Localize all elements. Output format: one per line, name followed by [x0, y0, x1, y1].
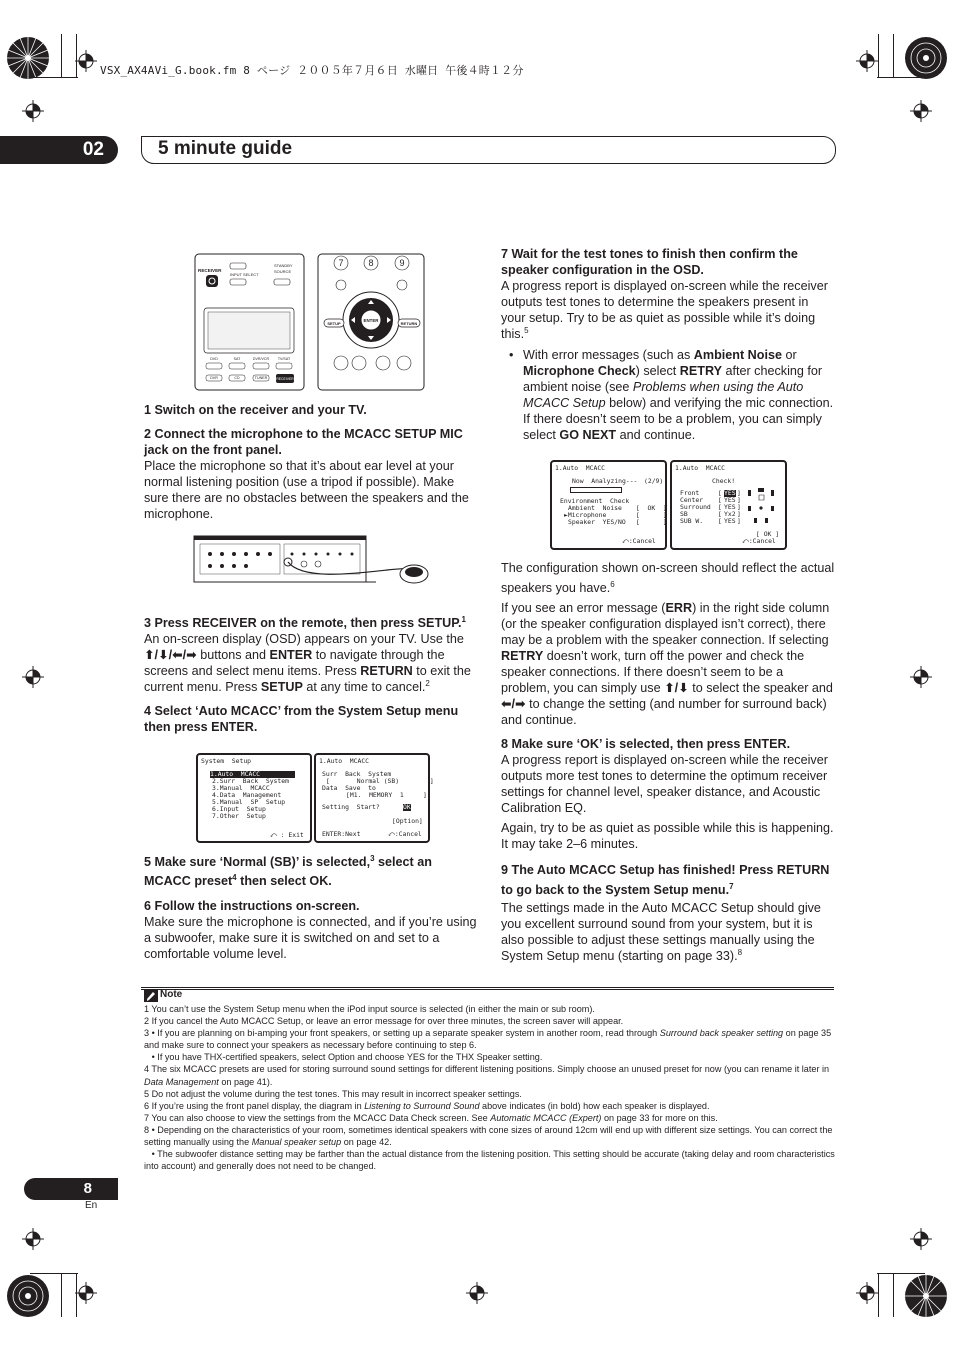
osd-bracket: ]	[737, 510, 741, 518]
text-run: • If you have THX-certified speakers, select	[144, 1052, 328, 1063]
osd-footer-cancel: ⤺:Cancel	[388, 830, 422, 838]
footnote-1: 1 You can’t use the System Setup menu when the iPod input source is selected (in either the main or sub room).	[144, 1004, 595, 1014]
remote-enter-label: ENTER	[363, 318, 379, 323]
footnote-3	[144, 1027, 836, 1051]
term: MCACC Data Check	[353, 1112, 437, 1123]
step-7-heading: 7 Wait for the test tones to finish then confirm the speaker configuration in the OSD.	[501, 247, 798, 277]
text-run: buttons and	[196, 648, 270, 662]
arrow-keys: ⬆/⬇/⬅/➡	[144, 648, 197, 662]
left-column	[144, 402, 478, 522]
crosshair-icon	[22, 666, 44, 688]
osd-title: 1.Auto MCACC	[675, 464, 726, 472]
osd-menu-item-selected: 1.Auto MCACC	[210, 771, 295, 778]
footnote-2: 2 If you cancel the Auto MCACC Setup, or leave an error message for over three minutes, the screen saver will appear.	[144, 1016, 624, 1027]
term: RETRY	[679, 364, 722, 378]
osd-line: [ Normal (SB) ]	[326, 777, 434, 785]
arrow-keys: ⬆/⬇	[664, 681, 689, 695]
osd-speaker-label: Surround	[680, 503, 711, 511]
step-3-text: 3 Press RECEIVER on the remote, then press SETUP.	[144, 616, 462, 630]
crop-line	[878, 34, 879, 78]
config-paragraph	[501, 558, 835, 598]
remote-setup-label: SETUP	[327, 321, 341, 326]
crop-line	[30, 77, 78, 78]
osd-title: 1.Auto MCACC	[555, 464, 606, 472]
term: YES	[406, 1052, 426, 1063]
footnote-ref: 1	[461, 614, 466, 624]
crop-line	[30, 1273, 78, 1274]
osd-row-label: Ambient Noise	[568, 504, 622, 512]
osd-progress-count: (2/9)	[644, 477, 664, 485]
text-run: at any time to cancel.	[302, 680, 426, 694]
osd-speaker-value-selected: YES	[724, 489, 736, 497]
text-run: after checking for ambient noise (see	[523, 364, 823, 394]
step-1-heading: 1 Switch on the receiver and your TV.	[144, 403, 367, 417]
step-2-body: Place the microphone so that it’s about ear level at your normal listening position (use a tripod if possible). Make sure there are no obstacles between the speakers and the microphone.	[144, 459, 469, 521]
crop-line	[61, 34, 62, 78]
text-run: ) in the right side column (or the speaker configuration displayed isn’t correct), there may be a problem with the speaker connection. If selecting	[501, 601, 830, 647]
registration-starburst-icon	[6, 1274, 50, 1318]
footnote-ref: 8	[737, 947, 743, 957]
text-run: to change the setting (and number for surround back) and continue.	[501, 697, 827, 727]
crop-line	[893, 1273, 894, 1317]
crop-line	[878, 1273, 879, 1317]
osd-line: [M1. MEMORY 1 ]	[346, 791, 427, 799]
chapter-title: 5 minute guide	[158, 138, 293, 159]
remote-input-select-label: INPUT SELECT	[230, 272, 259, 277]
term: THX Speaker	[455, 1052, 511, 1063]
text-run: on page 41).	[218, 1076, 273, 1087]
remote-source-label: SOURCE	[274, 269, 292, 274]
file-header: VSX_AX4AVi_G.book.fm 8 ページ ２００５年７月６日 水曜日 午後４時１２分	[100, 64, 524, 77]
osd-status: Now Analyzing---	[572, 477, 638, 485]
footnote-6	[144, 1100, 836, 1112]
remote-button-label: SAT	[233, 357, 241, 361]
registration-starburst-icon	[6, 36, 50, 80]
footnote-8-bullet: • The subwoofer distance setting may be farther than the actual distance from the listening position. This setting should be accurate (taking delay and room characteristics into account) and generally does not need to be changed.	[144, 1149, 838, 1172]
osd-line: Data Save to	[322, 784, 376, 792]
language-code: En	[85, 1200, 98, 1211]
text-run: 5 Make sure ‘Normal (SB)’ is selected,	[144, 855, 371, 869]
osd-analyzing-screen	[550, 460, 667, 550]
text-run: With error messages (such as	[523, 348, 694, 362]
osd-title: System Setup	[201, 757, 252, 765]
text-run: for the	[425, 1052, 456, 1063]
crop-line	[893, 34, 894, 78]
osd-row-value: [ ]	[636, 518, 667, 526]
step-8-heading: 8 Make sure ‘OK’ is selected, then press ENTER.	[501, 737, 791, 751]
text-run: setting.	[510, 1052, 543, 1063]
osd-bracket: [	[718, 517, 722, 525]
text-run: screen. See	[436, 1112, 491, 1123]
term: ERR	[665, 601, 693, 615]
registration-starburst-icon	[904, 36, 948, 80]
osd-speaker-check-screen	[670, 460, 787, 550]
registration-starburst-icon	[904, 1274, 948, 1318]
term: Ambient Noise	[693, 348, 782, 362]
crop-line	[61, 1273, 62, 1317]
footnote-ref: 2	[425, 678, 430, 688]
chapter-title-bar	[141, 136, 836, 164]
crosshair-icon	[910, 1228, 932, 1250]
remote-button-label: CD	[234, 376, 240, 380]
remote-button-label: DVR	[210, 376, 218, 380]
right-column	[501, 246, 835, 443]
footnote-8	[144, 1124, 836, 1148]
footnotes	[144, 1003, 836, 1172]
step-8-body-2: Again, try to be as quiet as possible while this is happening. It may take 2–6 minutes.	[501, 821, 834, 851]
osd-speaker-value: YES	[724, 503, 736, 511]
osd-footer: ⤺:Cancel	[742, 537, 776, 545]
step-3-heading	[144, 615, 478, 631]
step-6-body: Make sure the microphone is connected, and if you’re using a subwoofer, make sure it is switched on and set to a comfortable volume level.	[144, 915, 477, 961]
cross-reference: Manual speaker setup	[251, 1137, 342, 1148]
chapter-number-tab	[0, 136, 118, 164]
remote-button-label: DVR/VCR	[252, 357, 270, 361]
text-run: 6 If you’re using the front panel display, the diagram in	[144, 1100, 365, 1111]
cross-reference: Surround back speaker setting	[659, 1028, 784, 1039]
osd-menu-item: 4.Data Management	[212, 791, 282, 799]
osd-title: 1.Auto MCACC	[319, 757, 370, 765]
crop-line	[877, 1273, 925, 1274]
term: Option	[327, 1052, 355, 1063]
cross-reference: Listening to Surround Sound	[364, 1100, 480, 1111]
footnote-3-bullet	[144, 1051, 836, 1063]
crosshair-icon	[75, 1282, 97, 1304]
crosshair-icon	[910, 100, 932, 122]
footnote-4	[144, 1063, 836, 1087]
remote-control-illustration	[194, 253, 425, 391]
remote-digit: 8	[368, 258, 374, 268]
remote-button-label: TUNER	[254, 376, 268, 380]
osd-bracket: ]	[737, 489, 741, 497]
text-run: 4 The six MCACC presets are used for storing surround sound settings for different listening positions. Simply choose an unused preset for now (you can rename it later in	[144, 1064, 830, 1075]
osd-speaker-label: Center	[680, 496, 704, 504]
term: Microphone Check	[523, 364, 636, 378]
cross-reference: Automatic MCACC (Expert)	[490, 1112, 602, 1123]
footnote-ref: 3	[370, 853, 375, 863]
text-run: The settings made in the Auto MCACC Setup should give you excellent surround sound from your system, but it is also possible to adjust these settings manually using the System Setup menu (starting on page 33).	[501, 901, 821, 963]
osd-heading: Check!	[712, 477, 736, 485]
osd-speaker-label: SB	[680, 510, 688, 518]
remote-button-label: TV/SAT	[277, 357, 291, 361]
crosshair-icon	[22, 100, 44, 122]
osd-bracket: ]	[737, 496, 741, 504]
osd-bracket: [	[718, 503, 722, 511]
text-run: 9 The Auto MCACC Setup has finished! Press RETURN to go back to the System Setup menu.	[501, 863, 830, 897]
step-5-heading	[144, 853, 478, 891]
bullet-icon: •	[509, 348, 514, 362]
osd-menu-item: 5.Manual SP Setup	[212, 798, 286, 806]
right-column-lower	[501, 558, 835, 964]
speaker-layout-icon	[746, 486, 777, 528]
text-run: doesn’t work, turn off the power and check the speaker connections. If there doesn’t seem to be a problem, you can simply use	[501, 649, 805, 695]
osd-ok-selected: OK	[403, 803, 411, 811]
step-9-body	[501, 900, 835, 964]
footnote-ref: 7	[729, 881, 734, 891]
osd-footer: ⤺:Cancel	[622, 537, 656, 545]
text-run: to navigate through the screens and select menu items. Press	[144, 648, 445, 678]
text-run: then select OK.	[236, 874, 332, 888]
text-run: on page 42.	[341, 1137, 392, 1148]
osd-bracket: ]	[737, 517, 741, 525]
remote-return-label: RETURN	[400, 321, 418, 326]
remote-digit: 7	[338, 258, 344, 268]
osd-speaker-value: YES	[724, 496, 736, 504]
crosshair-icon	[75, 50, 97, 72]
footnote-ref: 5	[524, 325, 529, 335]
text-run: and continue.	[616, 428, 696, 442]
remote-digit: 9	[399, 258, 405, 268]
osd-option: [Option]	[392, 817, 423, 825]
osd-auto-mcacc-start-screen	[314, 753, 434, 843]
crosshair-icon	[466, 1282, 488, 1304]
footnote-ref: 6	[610, 579, 615, 589]
text-run: 3 • If you are planning on bi-amping your front speakers, or setting up a separate speaker system in another room, read through	[144, 1028, 660, 1039]
osd-menu-item: 7.Other Setup	[212, 812, 266, 820]
osd-ok: [ OK ]	[756, 530, 780, 538]
osd-footer: ⤺ : Exit	[270, 831, 304, 839]
osd-section-title: Environment Check	[560, 497, 630, 505]
text-run: on page 33 for more on this.	[601, 1112, 718, 1123]
term: GO NEXT	[559, 428, 617, 442]
key-name: ENTER	[269, 648, 313, 662]
text-run: to select the speaker and	[688, 681, 833, 695]
text-run: The configuration shown on-screen should reflect the actual speakers you have.	[501, 561, 835, 595]
text-run: select an MCACC preset	[144, 855, 432, 888]
osd-menu-item: 2.Surr Back System	[212, 777, 289, 785]
step-6-heading: 6 Follow the instructions on-screen.	[144, 899, 360, 913]
osd-progress-bar	[570, 487, 622, 493]
text-run: ) select	[635, 364, 680, 378]
osd-row-label-selected: ►Microphone	[564, 511, 607, 519]
osd-bracket: [	[718, 496, 722, 504]
osd-speaker-label: SUB W.	[680, 517, 704, 525]
text-run: An on-screen display (OSD) appears on your TV. Use the	[144, 632, 464, 646]
chapter-number: 02	[82, 139, 104, 160]
bullet-error-messages	[501, 347, 835, 443]
text-run: If you see an error message (	[501, 601, 666, 615]
osd-system-setup-screen	[196, 753, 312, 843]
remote-receiver-button-label: RECEIVER	[276, 377, 294, 381]
osd-speaker-label: Front	[680, 489, 700, 497]
osd-row-value: [ OK ]	[636, 504, 667, 512]
osd-row-value: [ ]	[636, 511, 667, 519]
text-run: on page 35 and make sure to connect your speakers as necessary before continuing to step 6.	[144, 1028, 832, 1051]
step-2-heading: 2 Connect the microphone to the MCACC SETUP MIC jack on the front panel.	[144, 427, 463, 457]
page-number: 8	[83, 1180, 92, 1197]
text-run: 8 • Depending on the characteristics of your room, sometimes identical speakers with cone sizes of around 12cm will end up with different size settings. You can correct the setting manually using the	[144, 1124, 833, 1148]
text-run: and choose	[354, 1052, 407, 1063]
step-4-heading: 4 Select ‘Auto MCACC’ from the System Setup menu then press ENTER.	[144, 704, 459, 734]
remote-receiver-label: RECEIVER	[198, 268, 222, 273]
osd-speaker-value: Yx2	[724, 510, 736, 518]
crosshair-icon	[22, 1228, 44, 1250]
osd-line: Surr Back System	[322, 770, 392, 778]
footnote-5: 5 Do not adjust the volume during the test tones. This may result in incorrect speaker settings.	[144, 1088, 522, 1099]
text-run: above indicates (in bold) how each speaker is displayed.	[479, 1100, 710, 1111]
osd-row-label: Speaker YES/NO	[568, 518, 626, 526]
footnote-7	[144, 1112, 836, 1124]
cross-reference: Data Management	[144, 1076, 219, 1087]
text-run: to exit the current menu. Press	[144, 664, 471, 694]
footnote-ref: 4	[232, 872, 237, 882]
cross-reference: Problems when using the Auto MCACC Setup	[523, 380, 804, 410]
osd-bracket: [	[718, 489, 722, 497]
remote-standby-label: STANDBY	[274, 263, 293, 268]
osd-speaker-value: YES	[724, 517, 736, 525]
crosshair-icon	[856, 50, 878, 72]
left-column-bottom	[144, 853, 478, 962]
remote-button-label: DVD	[210, 357, 218, 361]
step-3-body	[144, 631, 478, 695]
key-name: SETUP	[260, 680, 303, 694]
osd-bracket: [	[718, 510, 722, 518]
osd-menu-item: 6.Input Setup	[212, 805, 266, 813]
page-number-tab	[24, 1178, 118, 1200]
step-7-body	[501, 278, 835, 342]
text-run: 7 You can also choose to view the settings from the	[144, 1112, 354, 1123]
crop-line	[877, 77, 925, 78]
text-run: or	[781, 348, 797, 362]
osd-line: Setting Start?	[322, 803, 380, 811]
step-8-body: A progress report is displayed on-screen while the receiver outputs more test tones to determine the optimum receiver settings for channel level, speaker distance, and Acoustic Calibration EQ.	[501, 753, 828, 815]
notes-divider	[141, 989, 834, 990]
arrow-keys: ⬅/➡	[501, 697, 526, 711]
key-name: RETURN	[360, 664, 413, 678]
notes-heading: Note	[160, 989, 183, 1000]
crosshair-icon	[856, 1282, 878, 1304]
left-column-lower	[144, 615, 478, 735]
front-panel-microphone-illustration	[192, 534, 432, 588]
osd-menu-item: 3.Manual MCACC	[212, 784, 270, 792]
text-run: A progress report is displayed on-screen while the receiver outputs test tones to determine the speakers present in your setup. Try to be as quiet as possible while it’s doing this.	[501, 279, 828, 341]
osd-footer-next: ENTER:Next	[322, 830, 361, 838]
text-run: below) and verifying the mic connection. If there doesn’t seem to be a problem, you can simply select	[523, 396, 834, 442]
osd-bracket: ]	[737, 503, 741, 511]
term: RETRY	[501, 649, 544, 663]
note-pencil-icon	[144, 989, 158, 1002]
step-9-heading	[501, 860, 835, 900]
notes-divider	[141, 987, 834, 988]
crosshair-icon	[910, 666, 932, 688]
error-paragraph	[501, 600, 835, 728]
